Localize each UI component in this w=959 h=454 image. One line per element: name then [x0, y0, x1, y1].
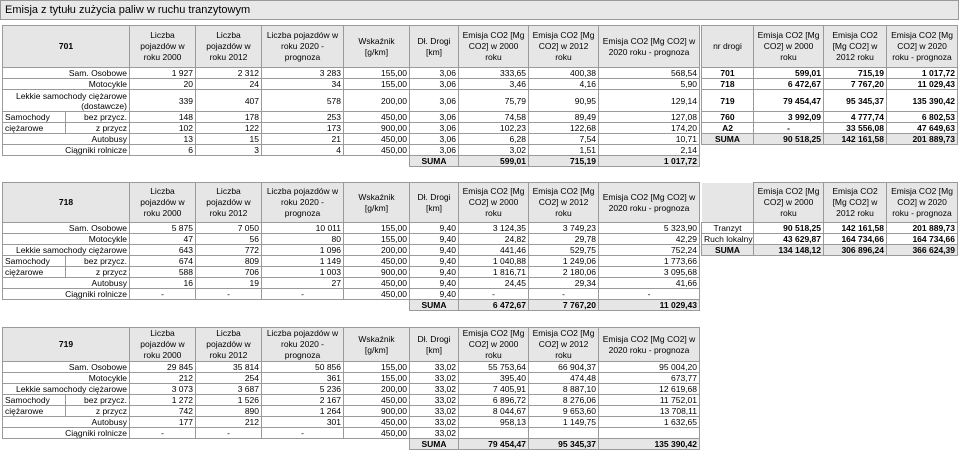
table-row: Autobusy 13 15 21 450,00 3,06 6,28 7,54 10,71	[3, 134, 700, 145]
table-row: ciężarowe z przycz 742 890 1 264 900,00 33,02 8 044,67 9 653,60 13 708,11	[3, 406, 700, 417]
table-row: Samochody bez przycz. 1 272 1 526 2 167 450,00 33,02 6 896,72 8 276,06 11 752,01	[3, 395, 700, 406]
col-header: Liczba pojazdów w roku 2000	[130, 26, 196, 68]
table-row: Ruch lokalny 43 629,87 164 734,66 164 734,66	[702, 234, 958, 245]
table-row: Sam. Osobowe 29 845 35 814 50 856 155,00 33,02 55 753,64 66 904,37 95 004,20	[3, 362, 700, 373]
col-header: Wskaźnik [g/km]	[344, 26, 410, 68]
col-header: Dł. Drogi [km]	[410, 328, 459, 362]
col-header: Liczba pojazdów w roku 2020 - prognoza	[262, 26, 344, 68]
col-header: Liczba pojazdów w roku 2020 - prognoza	[262, 183, 344, 223]
table-row: 701 599,01 715,19 1 017,72	[702, 68, 958, 79]
col-header: Emisja CO2 [Mg CO2] w 2020 roku - prognoza	[887, 183, 958, 223]
col-header: Emisja CO2 [Mg CO2] w 2020 roku - prognoza	[599, 328, 700, 362]
table-row: Autobusy 177 212 301 450,00 33,02 958,13 1 149,75 1 632,65	[3, 417, 700, 428]
table-row: 718 6 472,67 7 767,20 11 029,43	[702, 79, 958, 90]
col-header: Emisja CO2 [Mg CO2] w 2012 roku	[529, 183, 599, 223]
col-header: Emisja CO2 [Mg CO2] w 2012 roku	[824, 183, 887, 223]
table-row: Autobusy 16 19 27 450,00 9,40 24,45 29,34 41,66	[3, 278, 700, 289]
table-row: A2 - 33 556,08 47 649,63	[702, 123, 958, 134]
summary-table-roads	[701, 25, 958, 145]
table-row: Samochody bez przycz. 674 809 1 149 450,00 9,40 1 040,88 1 249,06 1 773,66	[3, 256, 700, 267]
table-row: Ciągniki rolnicze - - - 450,00 9,40 - - -	[3, 289, 700, 300]
col-header: Emisja CO2 [Mg CO2] w 2000 roku	[459, 26, 529, 68]
table-719	[2, 327, 700, 450]
summary-table-total	[701, 182, 958, 256]
road-id: 719	[3, 328, 130, 362]
col-header: Emisja CO2 [Mg CO2] w 2000 roku	[754, 26, 824, 68]
col-header: Emisja CO2 [Mg CO2] w 2020 roku - prognoza	[599, 26, 700, 68]
col-header: Wskaźnik [g/km]	[344, 183, 410, 223]
sum-row: SUMA 599,01 715,19 1 017,72	[3, 156, 700, 167]
table-701	[2, 25, 700, 167]
col-header: Liczba pojazdów w roku 2012	[196, 26, 262, 68]
col-header: Dł. Drogi [km]	[410, 26, 459, 68]
table-row: ciężarowe z przycz 102 122 173 900,00 3,06 102,23 122,68 174,20	[3, 123, 700, 134]
col-header: Emisja CO2 [Mg CO2] w 2020 roku - prognoza	[599, 183, 700, 223]
col-header: Emisja CO2 [Mg CO2] w 2000 roku	[459, 183, 529, 223]
table-row: Sam. Osobowe 1 927 2 312 3 283 155,00 3,06 333,65 400,38 568,54	[3, 68, 700, 79]
table-row: Lekkie samochody ciężarowe 643 772 1 096 200,00 9,40 441,46 529,75 752,24	[3, 245, 700, 256]
table-row: Lekkie samochody ciężarowe (dostawcze) 339 407 578 200,00 3,06 75,79 90,95 129,14	[3, 90, 700, 112]
table-row: Motocykle 212 254 361 155,00 33,02 395,40 474,48 673,77	[3, 373, 700, 384]
sum-row: SUMA 134 148,12 306 896,24 366 624,39	[702, 245, 958, 256]
table-row: 719 79 454,47 95 345,37 135 390,42	[702, 90, 958, 112]
col-header: Wskaźnik [g/km]	[344, 328, 410, 362]
table-row: ciężarowe z przycz 588 706 1 003 900,00 9,40 1 816,71 2 180,06 3 095,68	[3, 267, 700, 278]
col-header: Liczba pojazdów w roku 2000	[130, 183, 196, 223]
road-id: 718	[3, 183, 130, 223]
col-header: Liczba pojazdów w roku 2012	[196, 183, 262, 223]
table-row: Motocykle 47 56 80 155,00 9,40 24,82 29,78 42,29	[3, 234, 700, 245]
col-header: Emisja CO2 [Mg CO2] w 2012 roku	[529, 328, 599, 362]
table-row: Tranzyt 90 518,25 142 161,58 201 889,73	[702, 223, 958, 234]
table-row: Lekkie samochody ciężarowe 3 073 3 687 5 236 200,00 33,02 7 405,91 8 887,10 12 619,68	[3, 384, 700, 395]
col-header: Emisja CO2 [Mg CO2] w 2012 roku	[529, 26, 599, 68]
sum-row: SUMA 79 454,47 95 345,37 135 390,42	[3, 439, 700, 450]
sum-row: SUMA 6 472,67 7 767,20 11 029,43	[3, 300, 700, 311]
table-row: Ciągniki rolnicze 6 3 4 450,00 3,06 3,02 1,51 2,14	[3, 145, 700, 156]
col-header: Emisja CO2 [Mg CO2] w 2000 roku	[754, 183, 824, 223]
col-header: Emisja CO2 [Mg CO2] w 2020 roku - prognoza	[887, 26, 958, 68]
table-row: 760 3 992,09 4 777,74 6 802,53	[702, 112, 958, 123]
col-header: Emisja CO2 [Mg CO2] w 2000 roku	[459, 328, 529, 362]
table-row: Samochody bez przycz. 148 178 253 450,00 3,06 74,58 89,49 127,08	[3, 112, 700, 123]
table-row: Ciągniki rolnicze - - - 450,00 33,02	[3, 428, 700, 439]
road-id: 701	[3, 26, 130, 68]
sheet-title: Emisja z tytułu zużycia paliw w ruchu tranzytowym	[0, 0, 959, 20]
col-header: Dł. Drogi [km]	[410, 183, 459, 223]
sum-row: SUMA 90 518,25 142 161,58 201 889,73	[702, 134, 958, 145]
table-row: Motocykle 20 24 34 155,00 3,06 3,46 4,16 5,90	[3, 79, 700, 90]
table-718	[2, 182, 700, 311]
col-header: Liczba pojazdów w roku 2000	[130, 328, 196, 362]
col-header: Liczba pojazdów w roku 2012	[196, 328, 262, 362]
table-row: Sam. Osobowe 5 875 7 050 10 011 155,00 9,40 3 124,35 3 749,23 5 323,90	[3, 223, 700, 234]
col-header: Emisja CO2 [Mg CO2] w 2012 roku	[824, 26, 887, 68]
col-header: Liczba pojazdów w roku 2020 - prognoza	[262, 328, 344, 362]
col-header: nr drogi	[702, 26, 754, 68]
